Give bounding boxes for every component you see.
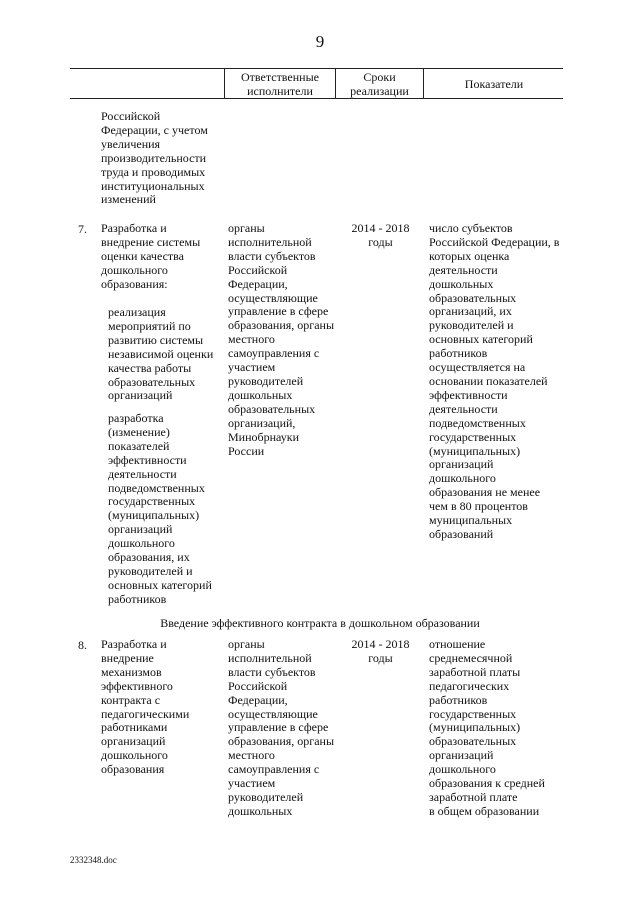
header-deadlines: Сроки реализации: [350, 70, 409, 98]
table-header-divider: [335, 68, 336, 98]
header-indicators: Показатели: [464, 77, 524, 91]
table-header-divider: [224, 68, 225, 98]
row7-indicator: число субъектов Российской Федерации, в которых оценка деятельности дошкольных образовательных организаций, их руководителей и основных категорий работников осуществляется на основании показателей эффективности деятельности подведомственных государственных (муниципальных) организаций дошкольного образования не менее чем в 80 процентов муниципальных образований: [429, 221, 560, 541]
row8-deadline: 2014 - 2018 годы: [351, 637, 410, 665]
row8-responsible: органы исполнительной власти субъектов Российской Федерации, осуществляющие управление в сфере образования, органы местного самоуправления с участием руководителей дошкольных: [228, 637, 335, 818]
row-number: 8.: [78, 638, 87, 652]
table-header-top-rule: [70, 68, 563, 69]
page-number: 9: [315, 32, 325, 51]
header-responsible: Ответственные исполнители: [241, 70, 319, 98]
document-filename: 2332348.doc: [70, 855, 117, 865]
table-header-divider: [423, 68, 424, 98]
row7-subitem-independent-assessment: реализация мероприятий по развитию системы независимой оценки качества работы образовательных организаций: [108, 305, 214, 403]
row7-deadline: 2014 - 2018 годы: [351, 221, 410, 249]
row-number: 7.: [78, 222, 87, 236]
row8-indicator: отношение среднемесячной заработной платы педагогических работников государственных (муниципальных) образовательных организаций дошкольного образования к средней заработной плате в общем образовании: [429, 637, 545, 818]
row8-measure: Разработка и внедрение механизмов эффективного контракта с педагогическими работниками организаций дошкольного образования: [101, 637, 190, 777]
row7-responsible: органы исполнительной власти субъектов Российской Федерации, осуществляющие управление в сфере образования, органы местного самоуправления с участием руководителей дошкольных образовательных организаций, Минобрнауки России: [228, 221, 335, 458]
row7-measure: Разработка и внедрение системы оценки качества дошкольного образования:: [101, 221, 201, 291]
section-heading: Введение эффективного контракта в дошкольном образовании: [160, 616, 480, 630]
row7-subitem-efficiency-indicators: разработка (изменение) показателей эффективности деятельности подведомственных государственных (муниципальных) организаций дошкольного образования, их руководителей и основных категорий работников: [108, 411, 212, 606]
continuation-measure-text: Российской Федерации, с учетом увеличения производительности труда и проводимых институциональных изменений: [101, 109, 208, 207]
